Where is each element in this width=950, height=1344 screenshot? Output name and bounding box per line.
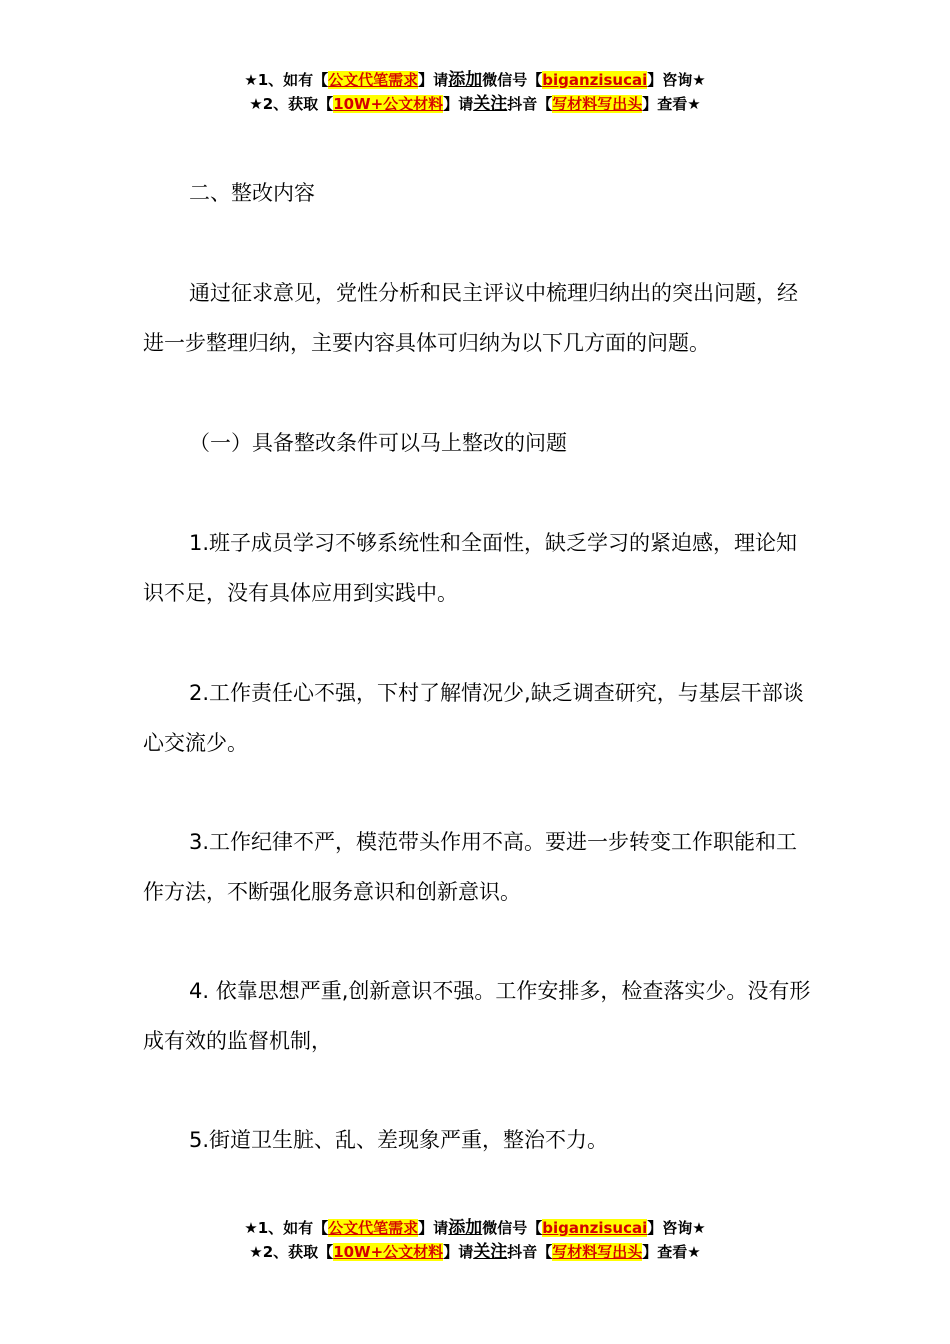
list-item-text: 1.班子成员学习不够系统性和全面性，缺乏学习的紧迫感，理论知识不足，没有具体应用到实践中。 (143, 531, 798, 605)
banner-text: 】咨询★ (647, 1219, 706, 1237)
banner-underline: 添加 (448, 1218, 483, 1238)
list-item (143, 1115, 811, 1165)
banner-highlight: 公文代笔需求 (328, 71, 419, 89)
top-banner (0, 68, 950, 116)
banner-highlight-wechat: biganzisucai (542, 71, 648, 89)
intro-text: 通过征求意见，党性分析和民主评议中梳理归纳出的突出问题，经进一步整理归纳，主要内容具体可归纳为以下几方面的问题。 (143, 281, 798, 355)
banner-text: ★2、获取【 (249, 1243, 334, 1261)
banner-text: ★2、获取【 (249, 95, 334, 113)
banner-text: ★1、如有【 (244, 71, 329, 89)
banner-highlight-douyin: 写材料写出头 (552, 1243, 643, 1261)
banner-underline: 关注 (473, 94, 508, 114)
list-item (143, 668, 811, 768)
list-item (143, 817, 811, 917)
banner-text: 抖音【 (507, 1243, 553, 1261)
list-item-text: 4. 依靠思想严重,创新意识不强。工作安排多，检查落实少。没有形成有效的监督机制， (143, 979, 811, 1053)
banner-text: ★1、如有【 (244, 1219, 329, 1237)
list-item-text: 2.工作责任心不强，下村了解情况少,缺乏调查研究，与基层干部谈心交流少。 (143, 681, 804, 755)
banner-highlight: 10W+公文材料 (333, 1243, 444, 1261)
banner-highlight-wechat: biganzisucai (542, 1219, 648, 1237)
banner-text: 】咨询★ (647, 71, 706, 89)
banner-highlight-douyin: 写材料写出头 (552, 95, 643, 113)
banner-line-2 (0, 1240, 950, 1264)
intro-paragraph (143, 268, 811, 368)
banner-text: 】查看★ (642, 95, 701, 113)
banner-text: 微信号【 (482, 71, 543, 89)
banner-text: 】请 (443, 95, 474, 113)
banner-text: 】请 (418, 71, 449, 89)
banner-text: 抖音【 (507, 95, 553, 113)
banner-line-1 (0, 1216, 950, 1240)
banner-line-2 (0, 92, 950, 116)
banner-text: 】请 (443, 1243, 474, 1261)
banner-highlight: 公文代笔需求 (328, 1219, 419, 1237)
bottom-banner (0, 1216, 950, 1264)
banner-text: 微信号【 (482, 1219, 543, 1237)
banner-text: 】请 (418, 1219, 449, 1237)
list-item (143, 966, 811, 1066)
banner-underline: 关注 (473, 1242, 508, 1262)
subsection-title: （一）具备整改条件可以马上整改的问题 (189, 431, 567, 455)
list-item-text: 5.街道卫生脏、乱、差现象严重，整治不力。 (189, 1128, 609, 1152)
banner-line-1 (0, 68, 950, 92)
section-title: 二、整改内容 (189, 181, 315, 205)
banner-text: 】查看★ (642, 1243, 701, 1261)
banner-highlight: 10W+公文材料 (333, 95, 444, 113)
banner-underline: 添加 (448, 70, 483, 90)
list-item-text: 3.工作纪律不严，模范带头作用不高。要进一步转变工作职能和工作方法，不断强化服务意识和创新意识。 (143, 830, 798, 904)
list-item (143, 518, 811, 618)
